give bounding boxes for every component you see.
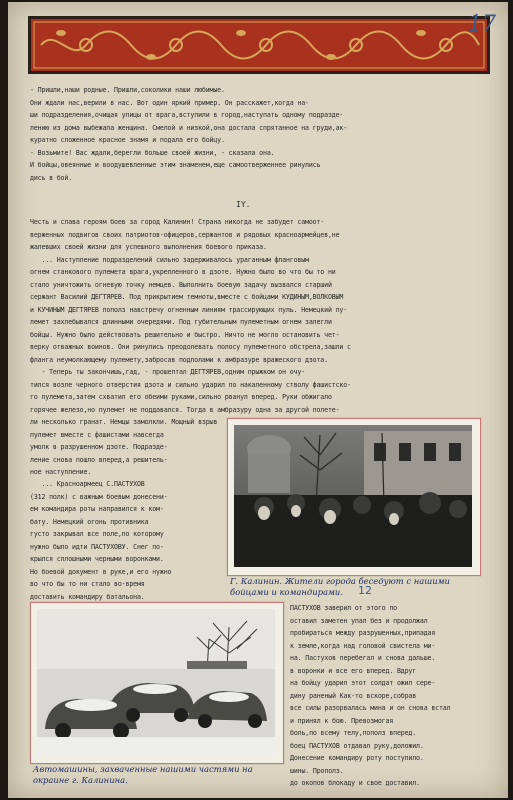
intro-paragraphs: [30, 84, 347, 184]
text-line: горячее железо,но пулемет не поддавался. Тогда в амбразуру одна за другой полете-: [30, 405, 340, 414]
text-line: - Пришли,наши родные. Пришли,соколики наши любимые.: [30, 86, 225, 94]
text-line: верку отважных воинов. Они ринулись преодолевать полосу пулеметного обстрела,зашли с: [30, 343, 351, 351]
crowd-photo: [234, 425, 472, 567]
text-line: Честь и слава героям боев за город Калинин! Страна никогда не забудет самоот-: [30, 218, 325, 226]
text-line: ши подразделения,очищая улицы от врага,вступили в город,наступать одному подразде-: [30, 111, 344, 119]
text-line: огнем станкового пулемета врага,укрепленного в дзоте. Нужно было во что бы то ни: [30, 268, 336, 276]
text-line: дину раненый Как-то вскоре,собрав: [290, 691, 417, 700]
text-line: Донесение командиру роту поступило.: [290, 754, 424, 762]
text-line: фланга неумолкающему пулемету,забросав подполами к амбразуре вражеского дзота.: [30, 355, 328, 364]
text-line: - Теперь ты закончишь,гад, - прошептал ДЕГТЯРЕВ,одним прыжком он очу-: [30, 368, 306, 376]
text-line: ли несколько гранат. Немцы замолкли. Мощный взрыв: [30, 418, 218, 426]
pastukhov-paragraph: [30, 478, 171, 603]
text-line: боль,по всему телу,пополз вперед.: [290, 729, 417, 737]
text-line: и КУЧИНЫМ ДЕГТЯРЕВ пополз навстречу огненным линиям трассирующих пуль. Немецкий пу-: [30, 305, 348, 314]
photo-residents-with-soldiers: [227, 418, 481, 576]
ornamental-banner: [28, 16, 490, 74]
text-line: жалевших своей жизни для успешного выполнения боевого приказа.: [30, 243, 267, 251]
text-line: нужно было идти ПАСТУХОВУ. Снег по-: [30, 542, 164, 551]
text-line: верженных подвигов своих патриотов-офицеров,сержантов и рядовых красноармейцев,не: [30, 230, 340, 239]
text-line: бату. Немецкий огонь противника: [30, 517, 149, 526]
text-line: - Возьмите! Вас ждали,берегли больше своей жизни, - сказала она.: [30, 148, 275, 157]
text-line: на бойцу ударил этот солдат ожил сере-: [290, 679, 436, 687]
text-line: и принял к бою. Превозмогая: [290, 716, 394, 725]
text-line: тился возле черного отверстия дзота и сильно ударил по накаленному стволу фашистско-: [30, 380, 351, 389]
text-line: доставить командиру батальона.: [30, 592, 145, 601]
text-line: все силы разорвалась мина и он снова встал: [290, 704, 451, 712]
text-line: бойцы. Нужно было действовать решительно и быстро. Ничто не могло остановить чет-: [30, 330, 340, 339]
text-line: до окопов блокаду и свое доставил.: [290, 779, 420, 787]
text-line: куратно сложенное красное знамя и подала его бойцу.: [30, 136, 225, 144]
archive-page: [8, 2, 508, 798]
page-number: 17: [468, 12, 496, 37]
text-line: лемет захлебывался длинными очередями. Под губительным пулеметным огнем залегли: [30, 318, 332, 326]
photo2-caption: Автомашины, захваченные нашими частями на окраине г. Калинина.: [33, 764, 253, 785]
text-line: го пулемета,затем схватил его обеими руками,сильно рванул вперед. Руки обжигало: [30, 393, 332, 401]
text-line: И бойцы,овеянные и воодушевленные этим знаменем,еще самоотверженнее ринулись: [30, 161, 321, 169]
text-line: пробираться между разрушенных,припадая: [290, 629, 436, 637]
text-line: стало уничтожить огневую точку немцев. Выполнить боевую задачу вызвался старший: [30, 280, 332, 289]
text-line: Но боевой документ в руке,и его нужно: [30, 567, 172, 576]
text-line: к земле,когда над головой свистела ми-: [290, 641, 436, 650]
text-line: Они ждали нас,верили в нас. Вот один яркий пример. Он расскажет,когда на-: [30, 98, 309, 107]
pastukhov-continued: [290, 602, 450, 790]
text-line: оставил заметен упал без и продолжал: [290, 616, 428, 625]
text-line: умолк в разрушенном дзоте. Подразде-: [30, 443, 168, 451]
ornament-pattern: [31, 19, 487, 71]
text-line: в воронки и все его вперед. Вдруг: [290, 666, 417, 675]
text-line: боец ПАСТУХОВ отдавал руку,доложил.: [290, 741, 424, 750]
text-line: густо закрывал все поле,по которому: [30, 530, 164, 538]
text-line: (312 полк) с важным боевым донесени-: [30, 492, 168, 501]
photo-captured-vehicles: [30, 602, 284, 764]
photo1-caption: Г. Калинин. Жители города беседуют с нашими бойцами и командирами.: [230, 576, 450, 597]
text-line: шины. Прополз.: [290, 766, 344, 775]
text-line: ... Наступление подразделений сильно задерживалось ураганным фланговым: [30, 255, 309, 264]
text-line: ПАСТУХОВ заверил от этого по: [290, 604, 397, 612]
text-line: дись в бой.: [30, 173, 73, 182]
text-line: сержант Василий ДЕГТЯРЕВ. Под прикрытием темноты,вместе с бойцами КУДИНЫМ,ВОЛКОВЫМ: [30, 293, 344, 301]
vehicles-photo: [37, 609, 275, 755]
text-line: ное наступление.: [30, 468, 92, 476]
text-line: ление снова пошло вперед,а решитель-: [30, 455, 168, 464]
text-line: пулемет вместе с фашистами навсегда: [30, 430, 164, 439]
text-line: во что бы то ни стало во-время: [30, 580, 145, 588]
text-line: на. Пастухов перебегал и снова дальше.: [290, 654, 436, 662]
photo1-marker: 12: [358, 584, 372, 597]
text-line: лению из дома выбежала женщина. Смелой и низкой,она достала спрятанное на груди,ак-: [30, 123, 348, 132]
text-line: ем командира роты направился к ком-: [30, 505, 164, 513]
section-heading: IY.: [236, 200, 251, 209]
text-line: крылся сплошными черными воронками.: [30, 555, 164, 563]
text-line: ... Красноармеец С.ПАСТУХОВ: [30, 480, 145, 488]
